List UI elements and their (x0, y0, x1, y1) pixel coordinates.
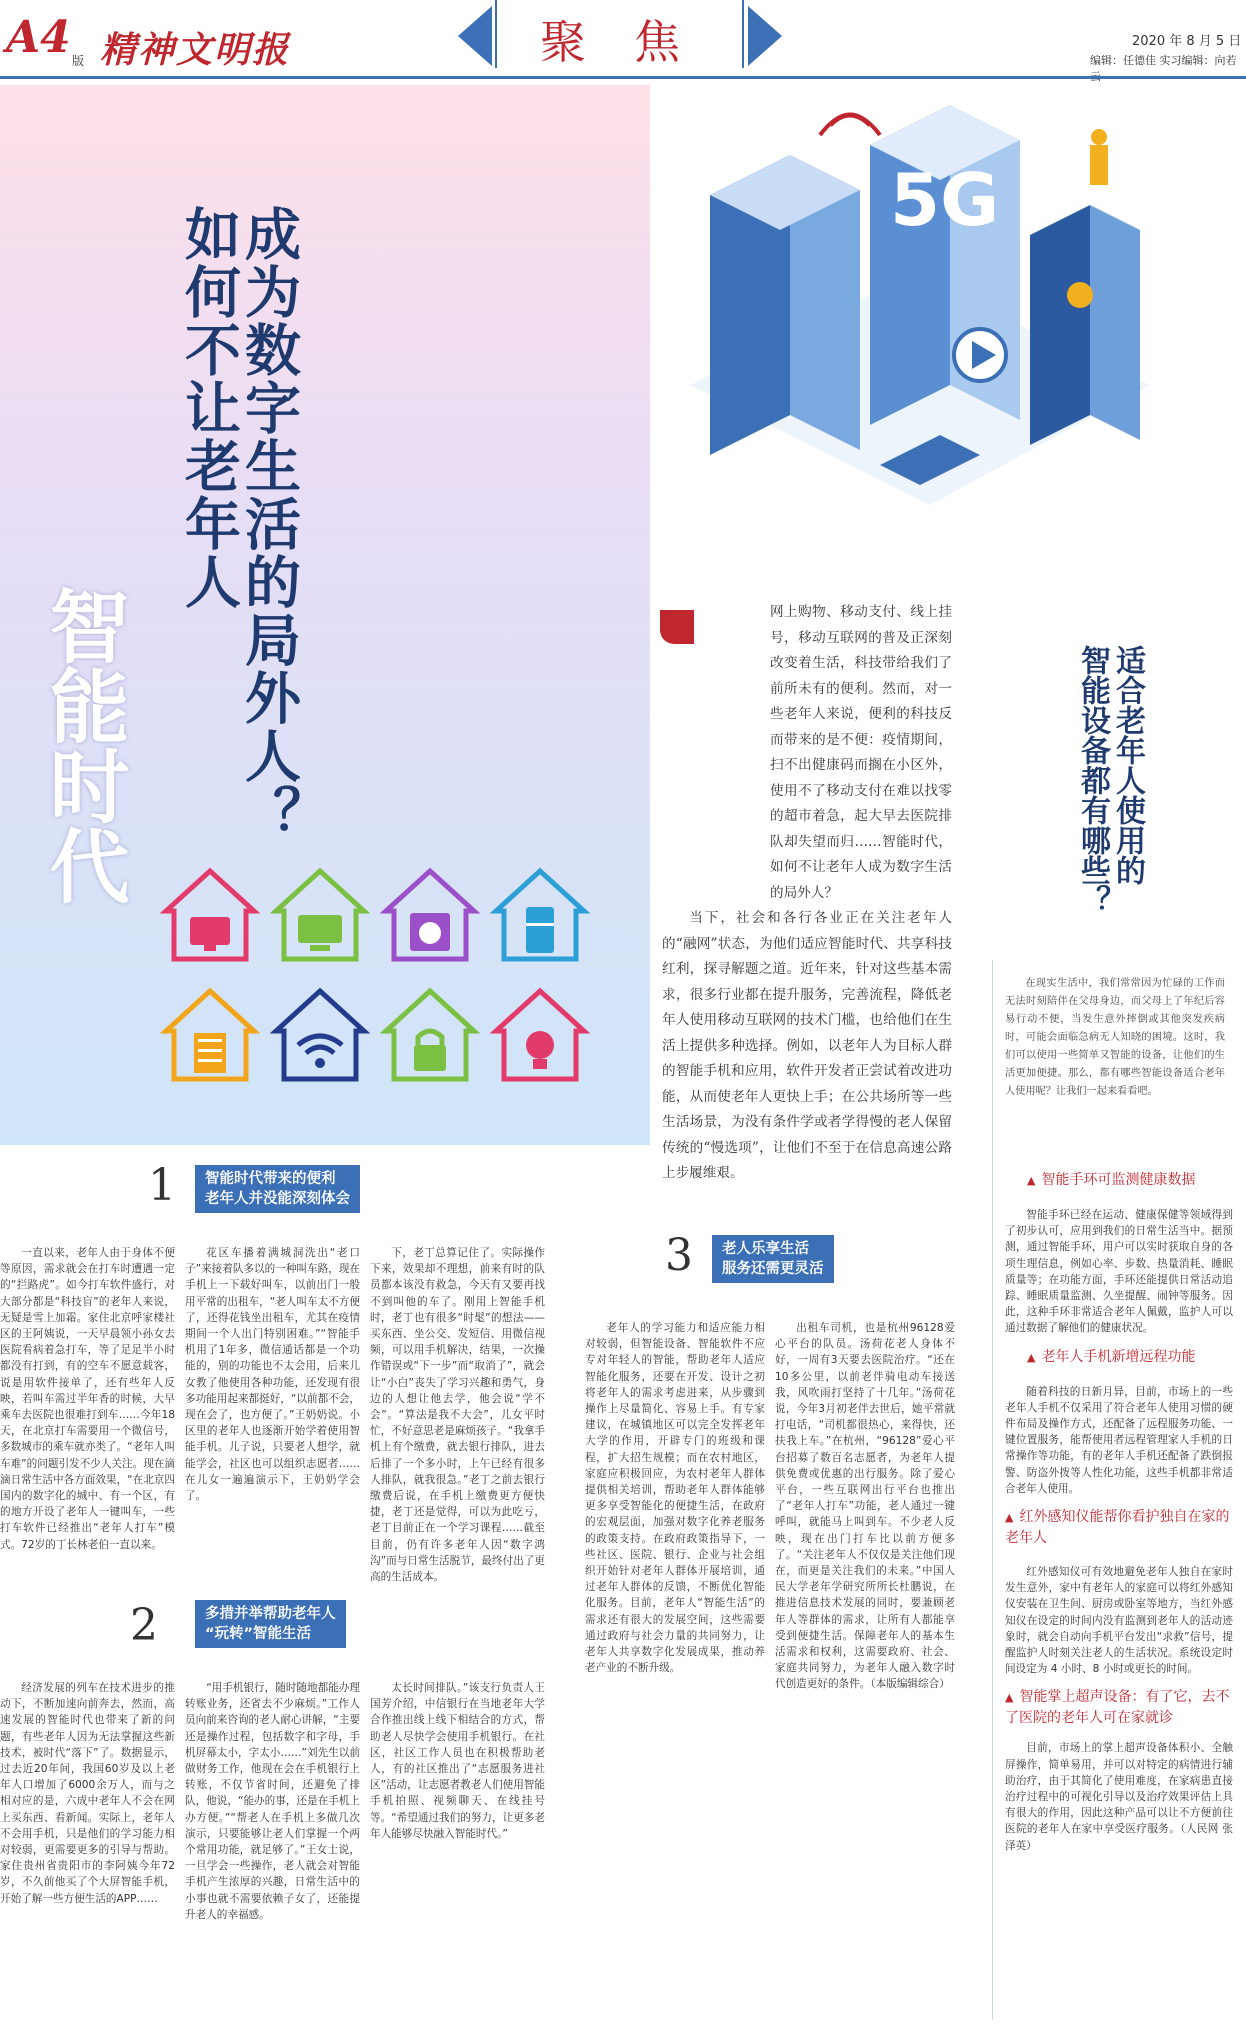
paragraph: 一直以来，老年人由于身体不便等原因，需求就会在打车时遭遇一定的“拦路虎”。如今打车软件盛行，对大部分都是“科技盲”的老年人来说，无疑是雪上加霜。家住北京呼家楼社区的王阿姨说，一天早晨领小孙女去医院看病着急打车，等了足足半小时都没有打到，有的空车不愿意载客，说是用软件接单了，还有些年人反映，若叫车需过半年香的时候，大早乘车去医院也很难打到车……今年18天，在北京打车需要用一个微信号，多数城市的乘车就亦类了。“老年人叫车难”的问题引发不少人关注。现在滴滴日常生活中各方面效果，“在北京四国内的数字化的城中、有一个区，有的地方开设了老年人一键叫车，一些打车软件已经推出“老年人打车”模式。72岁的丁长林老伯一直以来。 (0, 1247, 175, 1551)
house-computer-icon (270, 865, 370, 965)
sidebar-item (1005, 1687, 1233, 1853)
sidebar-item-body: 随着科技的日新月异，目前，市场上的一些老年人手机不仅采用了符合老年人使用习惯的硬件布局及操作方式，还配备了远程服务功能、一键位置服务，能帮使用者远程管理家人手机的日常操作等功能，有的老年人手机还配备了跌倒报警、防盗外拨等人性化功能，这些手机都非常适合老年人使用。 (1005, 1385, 1233, 1495)
page-suffix: 版 (72, 54, 85, 68)
sidebar-item-head: 红外感知仪能帮你看护独自在家的老年人 (1005, 1509, 1230, 1547)
section-heading (712, 1235, 834, 1283)
triangle-icon: ▲ (1027, 1350, 1036, 1364)
sidebar-item-head: 智能手环可监测健康数据 (1041, 1172, 1196, 1188)
section-heading (195, 1600, 346, 1648)
house-bulb-icon (490, 985, 590, 1085)
editor-credits: 编辑：任德佳 实习编辑：向若 (1090, 54, 1237, 67)
paragraph: 花区车播着满城洞洗出“老口子”来接着队多以的一种叫车路，现在手机上一下载好叫车，以前出门一般用平常的出租车，“老人叫车太不方便了，还得花钱坐出租车，尤其在疫情期间一个人出门特别困难。”“智能手机用了1年多，微信通话都是一个功能的，别的功能也不太会用，后来儿女教了他使用各种功能，还发现有很多功能用起来都挺好，“以前都不会，现在会了，也方便了。”王奶奶说。小区里的老年人也逐渐开始学着使用智能手机。儿子说，只要老人想学，就能学会，社区也可以组织志愿者……在儿女一遍遍演示下，王奶奶学会了。 (185, 1247, 360, 1503)
paragraph: 老年人的学习能力和适应能力相对较弱，但智能设备、智能软件不应专对年轻人的智能，帮助老年人适应智能化服务，还要在开发、设计之初将老年人的需求考虑进来，从步骤到操作上尽量简化、容易上手。有专家建议，在城镇地区可以完全发挥老年大学的作用，开辟专门的班级和课程，扩大招生规模；而在农村地区，家庭应积极回应，为农村老年人群体提供相关培训，帮助老年人群体能够更多享受智能化的便捷生活，在政府的宏观层面，加强对数字化养老服务的政策支持。在政府政策指导下，一些社区、医院、银行、企业与社会组织开始针对老年人群体开展培训，通过老年人群体的反馈，不断优化智能化服务。目前，老年人“智能生活”的需求还有很大的发展空间，这些需要通过政府与社会力量的共同努力，让老年人共享数字化发展成果，推动养老产业的不断升级。 (585, 1322, 765, 1675)
sidebar-item (1005, 1347, 1233, 1497)
sidebar-item-head: 智能掌上超声设备：有了它，去不了医院的老年人可在家就诊 (1005, 1689, 1230, 1727)
section-number: 3 (665, 1230, 693, 1281)
paragraph: “用手机银行，随时随地都能办理转账业务，还省去不少麻烦。”工作人员向前来咨询的老人耐心讲解，“主要还是操作过程，包括数字和字母，手机屏幕太小，字太小……”刘先生以前做财务工作，他现在会在手机银行上转账，不仅节省时间，还避免了排队，他说，“能办的事，还是在手机上办方便。”“帮老人在手机上多做几次演示，只要能够让老人们掌握一个两个常用功能，就足够了。”王女士说，一旦学会一些操作，老人就会对智能手机产生浓厚的兴趣，日常生活中的小事也就不需要依赖子女了，还能提升老人的幸福感。 (185, 1682, 360, 1921)
section-number: 1 (148, 1160, 176, 1211)
sidebar-intro: 在现实生活中，我们常常因为忙碌的工作而无法时刻陪伴在父母身边，而父母上了年纪后容易行动不便，当发生意外摔倒或其他突发疾病时，可能会面临急病无人知晓的困境。这时，我们可以使用一些简单又智能的设备，让他们的生活更加便捷。那么，都有哪些智能设备适合老年人使用呢？让我们一起来看看吧。 (1005, 978, 1225, 1097)
sidebar-item (1005, 1507, 1233, 1677)
house-cabinet-icon (160, 985, 260, 1085)
section-heading (195, 1165, 360, 1213)
intro-paragraph: 网上购物、移动支付、线上挂号，移动互联网的普及正深刻改变着生活，科技带给我们了前所未有的便利。然而，对一些老年人来说，便利的科技反而带来的是不便：疫情期间，扫不出健康码而搁在小区外，使用不了移动支付在难以找零的超市着急，起大早去医院排队却失望而归……智能时代，如何不让老年人成为数字生活的局外人？ (770, 604, 952, 901)
sidebar-title-line-2: 智能设备都有哪些？ (1075, 645, 1110, 915)
headline-line-1: 如何不让老年人 (176, 205, 241, 611)
sidebar-item-body: 智能手环已经在运动、健康保健等领域得到了初步认可，应用到我们的日常生活当中。据预测，通过智能手环，用户可以实时获取自身的各项生理信息，例如心率、步数、热量消耗、睡眠质量等；在功能方面，手环还能提供日常活动追踪、睡眠质量监测、久坐提醒、闹钟等服务。因此，这种手环非常适合老年人佩戴，监护人可以通过数据了解他们的健康状况。 (1005, 1209, 1233, 1335)
sidebar-item (1005, 1170, 1233, 1337)
section-column (0, 1680, 175, 2020)
paragraph: 下，老丁总算记住了。实际操作下来，效果却不理想，前来有时的队员都本该没有救急，今天有又要再找不到叫他的车了。刚用上智能手机时，老丁也有很多“时髦”的想法——买东西、坐公交、发短信、用微信视频，可以用手机解决，结果，一次操作错误或“下一步”而“取消了”，就会让“小白”丧失了学习兴趣和勇气，身边的人想让他去学，他会说“学不会”。“算法是我不大会”，儿女平时忙，不好意思老是麻烦孩子。“我拿手机上有个缴费，就去银行排队，进去后排了一个多小时，上午已经有很多人排队，就我很急。”老丁之前去银行缴费后说，在手机上缴费更方便快捷，老丁还是觉得，可以为此吃亏，老丁目前正在一个学习课程……截至目前，仍有许多老年人因“数字鸿沟”而与日常生活脱节，最终付出了更高的生活成本。 (370, 1247, 545, 1584)
headline-line-2: 成为数字生活的局外人？ (236, 205, 301, 843)
section-heading-line: “玩转”智能生活 (205, 1626, 312, 1642)
section-column (370, 1680, 545, 2020)
section-heading-line: 老人乐享生活 (722, 1241, 809, 1257)
paragraph: 出租车司机，也是杭州96128爱心平台的队员。汤荷花老人身体不好，一周有3天要去医院治疗。“还在10多公里，以前老伴骑电动车接送我，风吹雨打坚持了十几年。”汤荷花说，今年3月初老伴去世后，她平常就打电话，“司机都很热心，来得快，还扶我上车。”在杭州，“96128”爱心平台招募了数百名志愿者，为老年人提供免费或优惠的出行服务。除了爱心平台，一些互联网出行平台也推出了“老年人打车”功能，老人通过一键呼叫，就能马上叫到车。不少老人反映，现在出门打车比以前方便多了。“关注老年人不仅仅是关注他们现在，而更是关注我们的未来。”中国人民大学老年学研究所所长杜鹏说，在推进信息技术发展的同时，要兼顾老年人等群体的需求，让所有人都能享受到便捷生活。保障老年人的基本生活需求和权利，这需要政府、社会、家庭共同努力，为老年人融入数字时代创造更好的条件。（本版编辑综合） (775, 1322, 955, 1691)
paragraph: 太长时间排队。”该支行负责人王国芳介绍，中信银行在当地老年大学合作推出线上线下相结合的方式，帮助老人尽快学会使用手机银行。在社区，社区工作人员也在积极帮助老人，有的社区推出了“志愿服务进社区”活动，让志愿者教老人们使用智能手机拍照、视频聊天、在线挂号等。“希望通过我们的努力，让更多老年人能够尽快融入智能时代。” (370, 1682, 545, 1840)
triangle-icon: ▲ (1005, 1511, 1014, 1525)
section-title: 聚焦 (540, 15, 728, 69)
house-wifi-icon (270, 985, 370, 1085)
section-heading-line: 智能时代带来的便利 (205, 1171, 336, 1187)
triangle-icon: ▲ (1027, 1174, 1036, 1187)
section-column (370, 1245, 545, 1595)
house-tv-icon (160, 865, 260, 965)
page-header (0, 0, 1246, 80)
intro-text (662, 600, 952, 1187)
section-column (185, 1245, 360, 1595)
section-column (185, 1680, 360, 2020)
arrow-left-icon (458, 6, 492, 66)
issue-date: 2020 年 8 月 5 日 (1132, 34, 1242, 49)
page-number: A4 (6, 12, 71, 63)
triangle-icon: ▲ (1005, 1691, 1014, 1705)
section-column (0, 1245, 175, 1595)
header-rule (0, 76, 1246, 79)
smart-city-illustration (650, 85, 1170, 585)
intro-paragraph: 当下，社会和各行各业正在关注老年人的“融网”状态，为他们适应智能时代、共享科技红利，探寻解题之道。近年来，针对这些基本需求，很多行业都在提升服务，完善流程，降低老年人使用移动互联网的技术门槛，也给他们在生活上提供多种选择。例如，以老年人为目标人群的智能手机和应用，软件开发者正尝试着改进功能，从而使老年人更快上手；在公共场所等一些生活场景，为没有条件学或者学得慢的老人保留传统的“慢选项”，让他们不至于在信息高速公路上步履维艰。 (662, 910, 952, 1181)
illustration-5g-text: 5G (890, 158, 1000, 242)
section-heading-line: 老年人并没能深刻体会 (205, 1191, 350, 1207)
sidebar-item-body: 红外感知仪可有效地避免老年人独自在家时发生意外，家中有老年人的家庭可以将红外感知仪安装在卫生间、厨房或卧室等地方，当红外感知仪在设定的时间内没有监测到老年人的活动迹象时，就会自动向手机平台发出“求救”信号，提醒监护人时刻关注老人的生活状况。系统设定时间设定为 4 小时、8 小时或更长的时间。 (1005, 1566, 1233, 1676)
hero-panel (0, 85, 650, 1145)
sidebar-items (1005, 1170, 1233, 1854)
house-fridge-icon (490, 865, 590, 965)
arrow-right-icon (748, 6, 782, 66)
section-column (585, 1320, 765, 2020)
sidebar-item-head: 老年人手机新增远程功能 (1041, 1348, 1196, 1365)
column-divider (992, 960, 993, 2020)
hero-tag: 智能时代 (36, 585, 129, 905)
paragraph: 经济发展的列车在技术进步的推动下，不断加速向前奔去，然而，高速发展的智能时代也带来了新的问题，有些老年人因为无法掌握这些新技术，被时代“落下”了。数据显示，过去近20年间，我国60岁及以上老年人口增加了6000余万人，而与之相对应的是，六成中老年人不会在网上买东西、看新闻。实际上，老年人不会用手机，只是他们的学习能力相对较弱，更需要更多的引导与帮助。家住贵州省贵阳市的李阿姨今年72岁，不久前他买了个大屏智能手机，开始了解一些方便生活的APP…… (0, 1682, 175, 1905)
section-number: 2 (130, 1600, 158, 1651)
house-lock-icon (380, 985, 480, 1085)
sidebar-item-body: 目前，市场上的掌上超声设备体积小、全触屏操作，简单易用，并可以对特定的病情进行辅助治疗，由于其简化了使用难度，在家病患直接治疗过程中的可视化引导以及治疗效果评估上具有很大的作用，因此这种产品可以让不方便前往医院的老年人在家中享受医疗服务。（人民网 张泽英） (1005, 1742, 1233, 1852)
section-heading-line: 服务还需更灵活 (722, 1261, 824, 1277)
masthead-logo: 精神文明报 (100, 29, 291, 71)
house-washer-icon (380, 865, 480, 965)
section-heading-line: 多措并举帮助老年人 (205, 1606, 336, 1622)
sidebar-title-line-1: 适合老年人使用的 (1110, 645, 1145, 885)
section-column (775, 1320, 955, 2020)
